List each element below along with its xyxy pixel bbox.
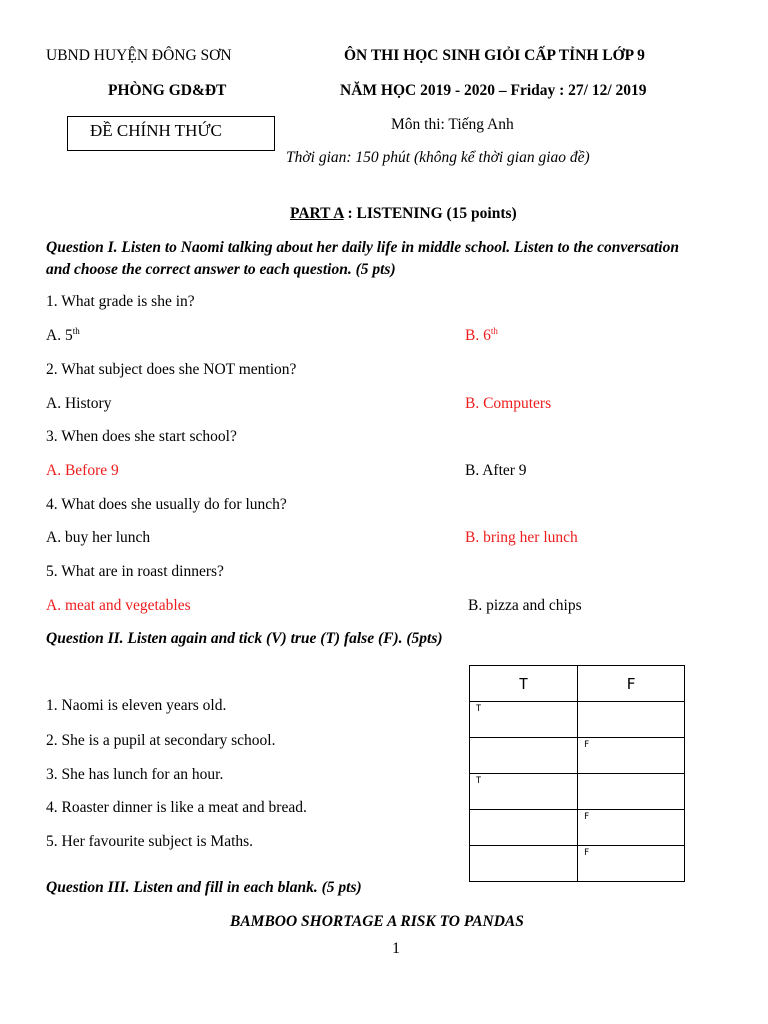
true-mark: T <box>476 776 482 786</box>
q1-item-4-option-a: A. buy her lunch <box>46 529 151 546</box>
true-mark <box>470 738 577 740</box>
true-mark: T <box>476 704 482 714</box>
true-cell[interactable] <box>470 810 578 846</box>
q2-statement-1: 1. Naomi is eleven years old. <box>46 697 227 714</box>
q1-item-1-option-a: A. 5th <box>46 326 80 344</box>
question-3-heading: Question III. Listen and fill in each blank. (5 pts) <box>46 879 362 896</box>
q1-item-5-question: 5. What are in roast dinners? <box>46 563 224 580</box>
q2-statement-4: 4. Roaster dinner is like a meat and bread. <box>46 799 307 816</box>
q1-item-3-option-a: A. Before 9 <box>46 462 119 479</box>
false-cell[interactable] <box>578 702 685 738</box>
q1-item-1-option-b: B. 6th <box>465 326 498 344</box>
table-row <box>470 846 685 882</box>
q1-item-2-option-b: B. Computers <box>465 395 552 412</box>
false-cell[interactable] <box>578 738 685 774</box>
q1-item-3-option-b: B. After 9 <box>465 462 527 479</box>
question-2-heading: Question II. Listen again and tick (V) true (T) false (F). (5pts) <box>46 630 443 647</box>
passage-title: BAMBOO SHORTAGE A RISK TO PANDAS <box>230 913 524 930</box>
part-a-label: PART A <box>290 205 344 222</box>
q1-item-2-question: 2. What subject does she NOT mention? <box>46 361 297 378</box>
false-mark: F <box>584 848 590 858</box>
page-number: 1 <box>392 940 400 957</box>
table-row <box>470 702 685 738</box>
table-header-false: F <box>578 666 685 702</box>
school-district: UBND HUYỆN ĐÔNG SƠN <box>46 47 232 64</box>
part-a-title: : LISTENING (15 points) <box>343 205 517 222</box>
false-mark: F <box>584 740 590 750</box>
false-cell[interactable] <box>578 774 685 810</box>
school-year-date: NĂM HỌC 2019 - 2020 – Friday : 27/ 12/ 2019 <box>340 82 647 99</box>
part-a-heading <box>290 205 517 223</box>
q1-item-4-question: 4. What does she usually do for lunch? <box>46 496 287 513</box>
true-false-table <box>469 665 685 882</box>
official-exam-label: ĐỀ CHÍNH THỨC <box>90 121 222 140</box>
false-mark <box>578 702 684 704</box>
official-exam-box <box>67 116 275 151</box>
question-1-heading: Question I. Listen to Naomi talking about her daily life in middle school. Listen to the conversation and choose the correct answer to each question. (5 pts) <box>46 239 679 278</box>
true-mark <box>470 810 577 812</box>
true-cell[interactable] <box>470 738 578 774</box>
q1-item-5-option-a: A. meat and vegetables <box>46 597 191 614</box>
true-cell[interactable] <box>470 846 578 882</box>
table-row <box>470 810 685 846</box>
department-name: PHÒNG GD&ĐT <box>108 82 227 99</box>
q1-item-1-question: 1. What grade is she in? <box>46 293 195 310</box>
true-cell[interactable] <box>470 702 578 738</box>
false-mark <box>578 774 684 776</box>
false-cell[interactable] <box>578 810 685 846</box>
table-header-true: T <box>470 666 578 702</box>
table-header-row <box>470 666 685 702</box>
true-cell[interactable] <box>470 774 578 810</box>
false-mark: F <box>584 812 590 822</box>
false-cell[interactable] <box>578 846 685 882</box>
exam-title: ÔN THI HỌC SINH GIỎI CẤP TỈNH LỚP 9 <box>344 47 645 64</box>
q1-item-4-option-b: B. bring her lunch <box>465 529 578 546</box>
q2-statement-2: 2. She is a pupil at secondary school. <box>46 732 276 749</box>
true-mark <box>470 846 577 848</box>
exam-duration: Thời gian: 150 phút (không kể thời gian giao đề) <box>286 149 590 166</box>
table-row <box>470 738 685 774</box>
exam-subject: Môn thi: Tiếng Anh <box>391 116 514 133</box>
q1-item-5-option-b: B. pizza and chips <box>468 597 582 614</box>
q2-statement-5: 5. Her favourite subject is Maths. <box>46 833 254 850</box>
q2-statement-3: 3. She has lunch for an hour. <box>46 766 224 783</box>
q1-item-3-question: 3. When does she start school? <box>46 428 237 445</box>
table-row <box>470 774 685 810</box>
q1-item-2-option-a: A. History <box>46 395 112 412</box>
